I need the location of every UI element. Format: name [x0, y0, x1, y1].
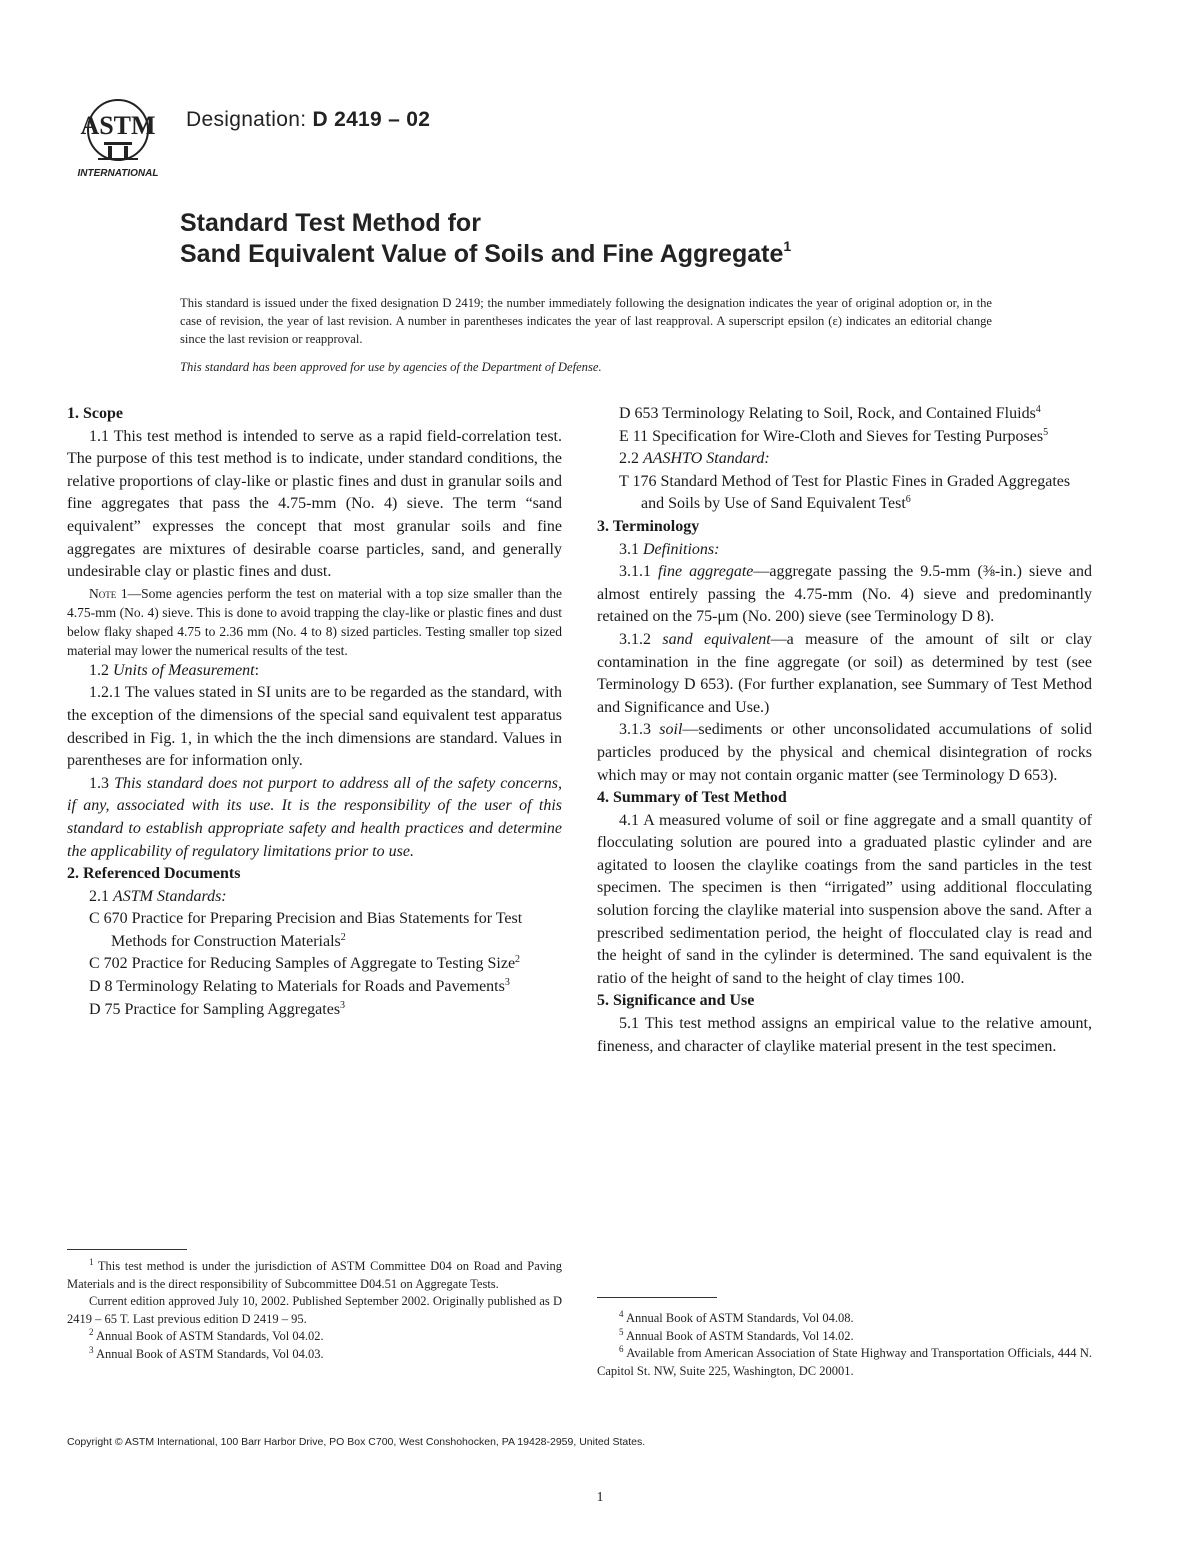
footnote-text: Annual Book of ASTM Standards, Vol 04.03. [95, 1346, 324, 1361]
definition-num: 3.1.2 [619, 630, 651, 648]
note-1-text: —Some agencies perform the test on material with a top size smaller than the 4.75-mm (No. 4) sieve. This is done to avoid trapping the clay-like or plastic fines and dust below flaky shaped 4.75 to 2.36 mm (No. 4 to 8) sized particles. Testing smaller top sized material may lower the numerical results of the test. [67, 585, 562, 658]
paragraph-2-1 [67, 886, 562, 909]
paragraph-2-2-text: AASHTO Standard: [643, 450, 770, 468]
paragraph-2-1-text: ASTM Standards: [113, 887, 227, 905]
footnote-text: Available from American Association of State Highway and Transportation Officials, 444 N. Capitol St. NW, Suite 225, Washington, DC 20001. [597, 1346, 1093, 1378]
copyright-notice: Copyright © ASTM International, 100 Barr Harbor Drive, PO Box C700, West Conshohocken, PA 19428-2959, United States. [67, 1436, 646, 1448]
footnote [597, 1328, 1092, 1346]
left-footnotes [67, 1258, 562, 1363]
reference-footnote-mark: 4 [1035, 404, 1041, 415]
paragraph-4-1: 4.1 A measured volume of soil or fine aggregate and a small quantity of flocculating solution are poured into a graduated plastic cylinder and are agitated to loosen the claylike coatings from the sand particles in the test specimen. The specimen is then “irrigated” using additional flocculating solution forcing the claylike material into suspension above the sand. After a prescribed sedimentation period, the height of flocculated clay is read and the height of sand in the cylinder is determined. The sand equivalent is the ratio of the height of sand to the height of clay times 100. [597, 811, 1092, 987]
footnote-divider [597, 1297, 717, 1298]
designation-label: Designation: [186, 108, 307, 131]
reference-item [67, 976, 562, 999]
reference-text: E 11 Specification for Wire-Cloth and Sieves for Testing Purposes [619, 427, 1044, 445]
paragraph-3-1-text: Definitions: [643, 540, 720, 558]
reference-footnote-mark: 3 [340, 999, 346, 1011]
astm-logo [68, 96, 170, 180]
definition-soil [597, 719, 1092, 787]
right-column [597, 403, 1092, 1058]
approval-statement: This standard has been approved for use by agencies of the Department of Defense. [180, 360, 602, 374]
paragraph-3-1-num: 3.1 [619, 540, 639, 558]
definition-term: sand equivalent [662, 630, 771, 648]
paragraph-1-2-text: Units of Measurement [113, 661, 255, 679]
paragraph-2-2-num: 2.2 [619, 450, 639, 468]
definition-text: —aggregate passing the 9.5-mm (⅜-in.) sieve and almost entirely passing the 4.75-mm (No. 4) sieve and predominantly retained on the 75-μm (No. 200) sieve (see Terminology D 8). [597, 563, 1092, 626]
section-heading-summary: 4. Summary of Test Method [597, 789, 787, 807]
left-column [67, 403, 562, 1021]
reference-footnote-mark: 2 [515, 954, 521, 966]
reference-footnote-mark: 5 [1043, 426, 1049, 438]
definition-text: —sediments or other unconsolidated accumulations of solid particles produced by the physical and chemical disintegration of rocks which may or may not contain organic matter (see Terminology D 653). [597, 721, 1093, 784]
footnote-mark: 5 [619, 1326, 624, 1337]
reference-item [67, 908, 562, 953]
definition-sand-equivalent [597, 629, 1092, 719]
footnote-divider [67, 1249, 187, 1250]
title-line2: Sand Equivalent Value of Soils and Fine Aggregate [180, 240, 784, 268]
note-1 [67, 584, 562, 660]
designation [186, 108, 430, 132]
footnote-text: Annual Book of ASTM Standards, Vol 04.08. [625, 1311, 854, 1325]
paragraph-1-2: 1.2 Units of Measurement: [89, 661, 260, 679]
reference-text: C 702 Practice for Reducing Samples of Aggregate to Testing Size [89, 955, 516, 973]
footnote-text: Current edition approved July 10, 2002. Published September 2002. Originally published as D 2419 – 65 T. Last previous edition D 2419 – 95. [67, 1294, 562, 1326]
page-title [180, 208, 791, 270]
paragraph-5-1: 5.1 This test method assigns an empirical value to the relative amount, fineness, and character of claylike material present in the test specimen. [597, 1015, 1092, 1055]
footnote [597, 1310, 1092, 1328]
footnote [67, 1293, 562, 1328]
section-heading-referenced-documents: 2. Referenced Documents [67, 865, 241, 883]
footnote-mark: 2 [89, 1327, 94, 1337]
title-footnote-mark: 1 [783, 238, 792, 254]
definition-term: fine aggregate [658, 563, 754, 581]
reference-item [597, 426, 1092, 449]
reference-item [597, 403, 1092, 426]
paragraph-1-3 [67, 773, 562, 863]
definition-term: soil [659, 721, 683, 739]
footnote-mark: 3 [89, 1344, 94, 1355]
reference-text: D 75 Practice for Sampling Aggregates [89, 1000, 341, 1018]
reference-text: T 176 Standard Method of Test for Plastic Fines in Graded Aggregates and Soils by Use of Sand Equivalent Test [619, 472, 1071, 513]
reference-footnote-mark: 6 [905, 494, 911, 506]
reference-item [597, 471, 1092, 516]
right-footnotes [597, 1310, 1092, 1380]
title-line1: Standard Test Method for [180, 209, 481, 237]
paragraph-1-3-num: 1.3 [89, 774, 109, 792]
definition-fine-aggregate [597, 561, 1092, 629]
definition-num: 3.1.3 [619, 721, 651, 739]
designation-value: D 2419 – 02 [312, 108, 431, 131]
definition-text: —a measure of the amount of silt or clay contamination in the fine aggregate (or soil) as determined by test (see Terminology D 653). (For further explanation, see Summary of Test Method and Significance and Use.) [597, 630, 1092, 716]
section-heading-terminology: 3. Terminology [597, 517, 700, 535]
footnote-mark: 6 [619, 1344, 624, 1354]
reference-footnote-mark: 3 [504, 977, 510, 989]
paragraph-1-3-text: This standard does not purport to address all of the safety concerns, if any, associated with its use. It is the responsibility of the user of this standard to establish appropriate safety and health practices and determine the applicability of regulatory limitations prior to use. [67, 774, 563, 860]
paragraph-1-2-1: 1.2.1 The values stated in SI units are to be regarded as the standard, with the exception of the dimensions of the special sand equivalent test apparatus described in Fig. 1, in which the the inch dimensions are standard. Values in parentheses are for information only. [67, 684, 562, 770]
reference-text: C 670 Practice for Preparing Precision and Bias Statements for Test Methods for Construction Materials [89, 910, 523, 950]
reference-item [67, 953, 562, 976]
logo-text: ASTM [80, 111, 156, 140]
footnote-mark: 1 [89, 1257, 94, 1267]
definition-num: 3.1.1 [619, 563, 651, 581]
footnote-text: Annual Book of ASTM Standards, Vol 14.02. [625, 1328, 854, 1343]
section-heading-significance: 5. Significance and Use [597, 992, 755, 1010]
paragraph-2-1-num: 2.1 [89, 887, 109, 905]
footnote [67, 1346, 562, 1364]
section-heading-scope: 1. Scope [67, 405, 123, 422]
reference-text: D 8 Terminology Relating to Materials for Roads and Pavements [89, 978, 505, 996]
footnote-mark: 4 [619, 1309, 624, 1319]
paragraph-1-1: 1.1 This test method is intended to serve as a rapid field-correlation test. The purpose of this test method is to indicate, under standard conditions, the relative proportions of clay-like or plastic fines and dust in granular soils and fine aggregates that pass the 4.75-mm (No. 4) sieve. The term “sand equivalent” expresses the concept that most granular soils and fine aggregates are mixtures of desirable coarse particles, sand, and generally undesirable clay or plastic fines and dust. [67, 427, 562, 581]
note-1-label: Note 1 [89, 585, 128, 601]
logo-subtext: INTERNATIONAL [77, 168, 159, 179]
paragraph-2-2 [597, 448, 1092, 471]
reference-footnote-mark: 2 [340, 931, 346, 943]
page-number: 1 [596, 1490, 604, 1505]
footnote [597, 1345, 1092, 1380]
footnote-text: Annual Book of ASTM Standards, Vol 04.02. [95, 1329, 324, 1343]
footnote [67, 1328, 562, 1346]
paragraph-3-1 [597, 539, 1092, 562]
issue-statement: This standard is issued under the fixed designation D 2419; the number immediately following the designation indicates the year of original adoption or, in the case of revision, the year of last revision. A number in parentheses indicates the year of last reapproval. A superscript epsilon (ε) indicates an editorial change since the last revision or reapproval. [180, 296, 992, 346]
paragraph-1-2-num: 1.2 [89, 661, 109, 679]
footnote-text: This test method is under the jurisdiction of ASTM Committee D04 on Road and Paving Materials and is the direct responsibility of Subcommittee D04.51 on Aggregate Tests. [67, 1259, 562, 1291]
reference-item [67, 999, 562, 1022]
footnote [67, 1258, 562, 1293]
reference-text: D 653 Terminology Relating to Soil, Rock, and Contained Fluids [619, 405, 1036, 422]
